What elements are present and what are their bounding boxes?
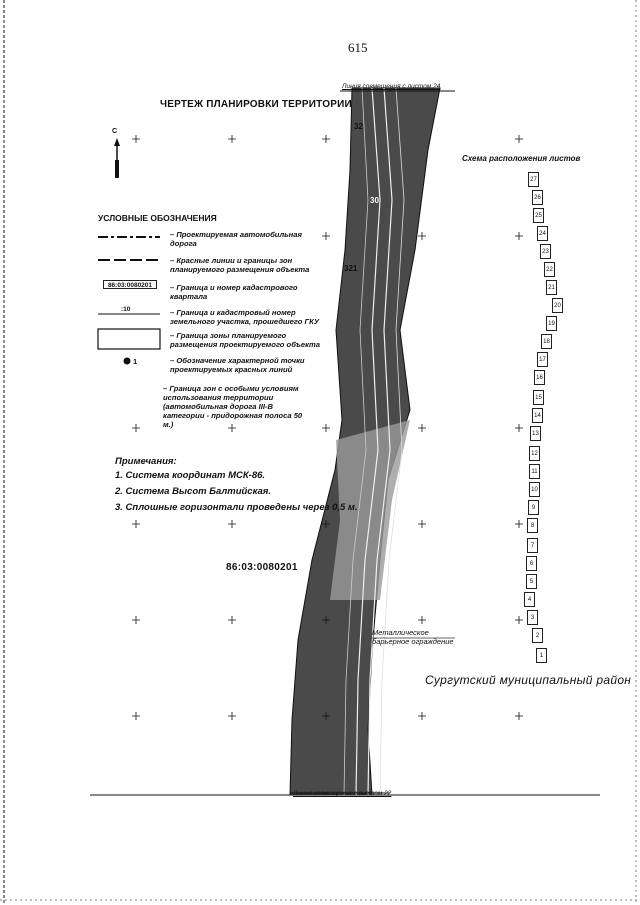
legend-heading: УСЛОВНЫЕ ОБОЗНАЧЕНИЯ [98,213,217,223]
district-name: Сургутский муниципальный район [425,673,632,687]
sheet-box: 17 [537,352,548,367]
legend-item: – Граница зон с особыми условиям использования территории (автомобильная дорога III-В категории - придорожная полоса 50 м.) [163,384,303,429]
sheet-box: 21 [546,280,557,295]
sheet-box: 22 [544,262,555,277]
sheet-box: 27 [528,172,539,187]
sheet-box: 24 [537,226,548,241]
legend-item: – Граница зоны планируемого размещения проектируемого объекта [170,331,320,349]
match-line-top: Линия совмещения с листом 24 [342,83,441,90]
sheet-box: 11 [529,464,540,479]
legend-item: – Проектируемая автомобильная дорога [170,230,302,248]
sheet-box: 18 [541,334,552,349]
legend-item: – Обозначение характерной точки проектируемых красных линий [170,356,305,374]
sheet-box: 12 [529,446,540,461]
notes-heading: Примечания: [115,456,177,467]
sheet-box: 19 [546,316,557,331]
scheme-title: Схема расположения листов [462,154,581,163]
north-letter: С [112,128,118,135]
sheet-box: 6 [526,556,537,571]
sheet-box: 25 [533,208,544,223]
sheet-box: 3 [527,610,538,625]
legend-point-sample: 1 [133,357,138,366]
legend-item: – Граница и кадастровый номер земельного участка, прошедшего ГКУ [170,308,319,326]
point-label: 32 [354,122,363,131]
road-label-line: барьерное ограждение [372,637,454,646]
sheet-box: 14 [532,408,543,423]
road-corridor [290,88,440,795]
note-item: 1. Система координат МСК-86. [115,470,266,481]
legend-plot-sample: :10 [121,306,131,313]
sheet-box: 8 [527,518,538,533]
match-line-bottom: Линия совмещения с листом 22 [293,790,392,797]
sheet-box: 15 [533,390,544,405]
sheet-box: 1 [536,648,547,663]
legend-item: – Красные линии и границы зон планируемого размещения объекта [170,256,310,274]
sheet-box: 23 [540,244,551,259]
sheet-box: 20 [552,298,563,313]
legend-cadastre-sample: 86:03:0080201 [103,280,157,289]
sheet-box: 7 [527,538,538,553]
legend-item: – Граница и номер кадастрового квартала [170,283,298,301]
sheet-box: 13 [530,426,541,441]
cadastral-quarter-label: 86:03:0080201 [226,562,298,573]
note-item: 3. Сплошные горизонтали проведены через 0,5 м. [115,502,358,513]
page-number: 615 [348,40,368,55]
point-label: 321 [344,264,358,273]
road-label [372,628,454,646]
north-arrow [114,138,120,178]
sheet-box: 5 [526,574,537,589]
point-label: 30 [370,196,379,205]
legend-symbols [98,237,160,364]
sheet-box: 2 [532,628,543,643]
sheet-box: 26 [532,190,543,205]
sheet-box: 9 [528,500,539,515]
sheet-box: 16 [534,370,545,385]
note-item: 2. Система Высот Балтийская. [115,486,272,497]
drawing-title: ЧЕРТЕЖ ПЛАНИРОВКИ ТЕРРИТОРИИ [160,99,352,110]
road-label-line: Металлическое [372,628,429,637]
sheet-box: 4 [524,592,535,607]
sheet-box: 10 [529,482,540,497]
